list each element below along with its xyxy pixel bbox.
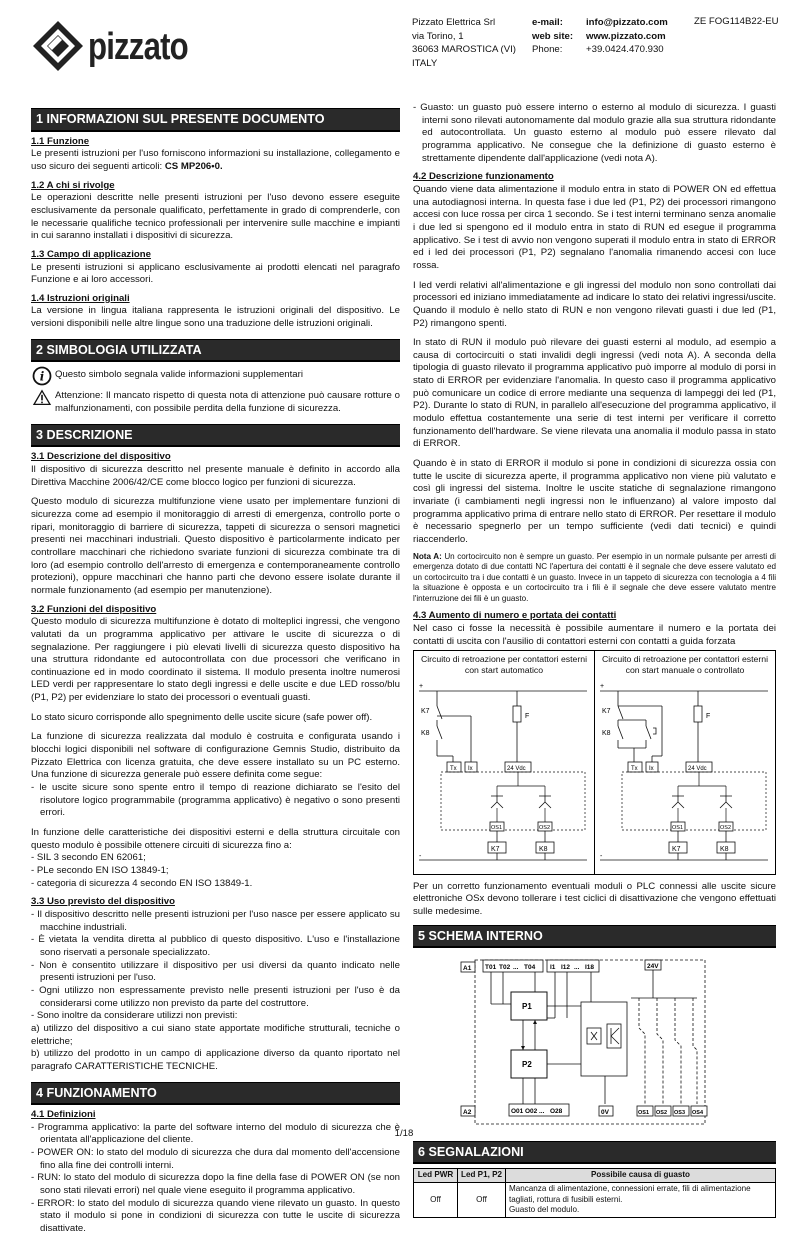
paragraph: La funzione di sicurezza realizzata dal modulo è costruita e configurata usando i blocchi logici disponibili nel software di configurazione Gemnis Studio, distribuito da Pizzato Elettrica con licenza gratuita, che deve essere installato su un PC esterno. Una funzione di sicurezza generale può essere definita come segue: <box>31 731 400 781</box>
subsection-title: 3.1 Descrizione del dispositivo <box>31 451 171 463</box>
svg-text:O01: O01 <box>511 1108 524 1116</box>
svg-text:OS1: OS1 <box>638 1110 650 1117</box>
list-item: b) utilizzo del prodotto in un campo di applicazione diverso da quanto riportato nel paragrafo CARATTERISTICHE TECNICHE. <box>31 1048 400 1072</box>
svg-text:OS4: OS4 <box>692 1110 704 1117</box>
svg-text:-: - <box>419 852 422 860</box>
note-a: Nota A: Un cortocircuito non è sempre un guasto. Per esempio in un normale pulsante per arresti di emergenza dotato di due contatti NC l'apertura dei contatti è il segnale che deve essere valutato ed un cortocircuito tra i due contatti è un guasto. Invece in un tappeto di sicurezza con tecnologia a 4 fili la situazione è opposta e un cortocircuito tra i fili è il segnale che deve essere valutato mentre l'interruzione dei fili è un guasto. <box>413 551 776 603</box>
list-item: - È vietata la vendita diretta al pubblico di questo dispositivo. L'uso e l'installazione sono riservati a personale specializzato. <box>31 934 400 958</box>
svg-text:OS1: OS1 <box>672 824 684 831</box>
svg-text:...: ... <box>513 964 519 972</box>
svg-text:Tx: Tx <box>631 765 638 772</box>
website-link[interactable]: www.pizzato.com <box>586 30 666 42</box>
section-title-2: 2 SIMBOLOGIA UTILIZZATA <box>31 339 400 363</box>
svg-text:K8: K8 <box>720 845 729 853</box>
svg-text:K7: K7 <box>602 707 611 715</box>
svg-text:O28: O28 <box>550 1108 563 1116</box>
subsection-title: 4.1 Definizioni <box>31 1109 96 1121</box>
paragraph: Questo modulo di sicurezza multifunzione è dotato di molteplici ingressi, che vengono valutati da un programma applicativo per attivare le uscite di sicurezza o di segnalazione. Per raggiungere i più elevati livelli di sicurezza questo dispositivo ha una struttura ridondante ed autocontrollata con due processori che verificano in continuazione ed in modo coordinato il sistema. Il modulo presenta inoltre numerosi LED verdi per rappresentare lo stato degli ingressi e delle uscite e due LED rosso/blu (P1, P2) per evidenziare lo stato dei processori o eventuali guasti. <box>31 616 400 704</box>
list-item: - RUN: lo stato del modulo di sicurezza dopo la fine della fase di POWER ON (se non sono stati rilevati errori) nel quale viene eseguito il programma applicativo. <box>31 1172 400 1197</box>
subsection-title: 1.1 Funzione <box>31 135 90 147</box>
left-column <box>31 106 400 1236</box>
paragraph: In funzione delle caratteristiche dei dispositivi esterni e della struttura circuitale con questo modulo è possibile ottenere circuiti di sicurezza fino a: <box>31 827 400 851</box>
column-header: Possibile causa di guasto <box>506 1169 776 1183</box>
svg-text:-: - <box>600 852 603 860</box>
warning-symbol-row: Attenzione: Il mancato rispetto di questa nota di attenzione può causare rotture o malfunzionamenti, con possibile perdita della funzione di sicurezza. <box>31 390 400 415</box>
list-item: - PLe secondo EN ISO 13849-1; <box>31 865 169 877</box>
svg-text:A1: A1 <box>463 965 472 973</box>
svg-text:Tx: Tx <box>450 765 457 772</box>
svg-text:Ix: Ix <box>649 765 654 772</box>
circuit-diagram-manual <box>598 676 772 866</box>
right-column <box>413 102 776 1218</box>
table-row <box>414 1183 776 1218</box>
list-item: - Guasto: un guasto può essere interno o esterno al modulo di sicurezza. I guasti interni sono rilevati autonomamente dal modulo grazie alla sua struttura ridondante ed autocontrollata. Un guasto esterno al modulo può essere rilevato dal programma applicativo. Ne consegue che la definizione di guasto esterno è strettamente dipendente dall'applicazione (vedi nota A). <box>413 102 776 164</box>
paragraph: Per un corretto funzionamento eventuali moduli o PLC connessi alle uscite sicure elettroniche OSx devono tollerare i test ciclici di disattivazione che vengono effettuati sulle medesime. <box>413 880 776 917</box>
paragraph: Quando viene data alimentazione il modulo entra in stato di POWER ON ed effettua una autodiagnosi interna. In questa fase i due led (P1, P2) dei processori rimangono accesi con luce rossa per circa 1 secondo. Se i test interni terminano senza anomalie i due led si spengono ed il modulo entra in stato di RUN ed esegue il programma applicativo. Se i test di avvio non vengono superati il modulo entra in stato di ERROR ed i led dei processori (P1, P2) segnalano l'anomalia rimanendo accesi con luce rossa. <box>413 183 776 271</box>
section-title-4: 4 FUNZIONAMENTO <box>31 1082 400 1106</box>
info-symbol-row: i Questo simbolo segnala valide informazioni supplementari <box>31 366 400 386</box>
svg-text:+: + <box>419 682 424 690</box>
svg-text:...: ... <box>574 964 580 972</box>
paragraph: La versione in lingua italiana rappresenta le istruzioni originali del dispositivo. Le versioni disponibili nelle altre lingue sono una traduzione delle istruzioni originali. <box>31 305 400 330</box>
subsection-title: 3.3 Uso previsto del dispositivo <box>31 896 175 908</box>
signals-table <box>413 1168 776 1218</box>
pizzato-logo-icon <box>32 20 84 72</box>
list-item: - Sono inoltre da considerare utilizzi non previsti: <box>31 1010 238 1022</box>
table-cell: Mancanza di alimentazione, connessioni errate, fili di alimentazione tagliati, rottura di fusibili esterni. Guasto del modulo. <box>506 1183 776 1218</box>
column-header: Led PWR <box>414 1169 458 1183</box>
list-item: - le uscite sicure sono spente entro il tempo di reazione dichiarato se l'esito del risolutore logico programmabile (programma applicativo) è negativo o sono presenti errori. <box>31 782 400 819</box>
column-header: Led P1, P2 <box>458 1169 506 1183</box>
company-contacts: e-mail: info@pizzato.com web site: www.pizzato.com Phone: +39.0424.470.930 <box>532 17 668 55</box>
svg-text:T02: T02 <box>499 964 511 972</box>
svg-text:OS2: OS2 <box>539 824 551 831</box>
subsection-title: 1.2 A chi si rivolge <box>31 179 115 191</box>
paragraph: I led verdi relativi all'alimentazione e gli ingressi del modulo non sono controllati dai processori ed iniziano immediatamente ad indicare lo stato dei relativi ingressi/uscite. Quando il modulo è nello stato di RUN e non vengono rilevati guasti i due led (P1, P2) rimangono spenti. <box>413 279 776 329</box>
svg-text:K7: K7 <box>421 707 430 715</box>
section-title-3: 3 DESCRIZIONE <box>31 424 400 448</box>
svg-text:P1: P1 <box>522 1002 532 1012</box>
svg-text:24V: 24V <box>647 963 659 971</box>
subsection-title: 1.3 Campo di applicazione <box>31 248 151 260</box>
svg-text:I12: I12 <box>561 964 571 972</box>
svg-text:I1: I1 <box>550 964 556 972</box>
svg-text:P2: P2 <box>522 1060 532 1070</box>
svg-text:0V: 0V <box>601 1109 609 1117</box>
subsection-title: 3.2 Funzioni del dispositivo <box>31 603 157 615</box>
internal-schema-diagram <box>461 958 711 1130</box>
svg-text:F: F <box>706 712 711 720</box>
svg-text:OS2: OS2 <box>656 1110 668 1117</box>
list-item: - Programma applicativo: la parte del software interno del modulo di sicurezza che è orientata all'applicazione del cliente. <box>31 1121 400 1146</box>
svg-text:K8: K8 <box>602 729 611 737</box>
list-item: - ERROR: lo stato del modulo di sicurezza quando viene rilevato un guasto. In questo stato il modulo si pone in condizioni di sicurezza con tutte le uscite di sicurezza disattivate. <box>31 1197 400 1235</box>
company-address: Pizzato Elettrica Srl via Torino, 1 36063 MAROSTICA (VI) ITALY <box>412 17 516 69</box>
svg-text:F: F <box>525 712 530 720</box>
section-title-6: 6 SEGNALAZIONI <box>413 1141 776 1165</box>
page-header <box>0 0 808 96</box>
svg-text:...: ... <box>539 1108 545 1116</box>
phone-number: +39.0424.470.930 <box>586 44 664 55</box>
svg-text:OS3: OS3 <box>674 1110 686 1117</box>
subsection-title: 1.4 Istruzioni originali <box>31 292 130 304</box>
subsection-title: 4.3 Aumento di numero e portata dei contatti <box>413 610 617 622</box>
paragraph: Le presenti istruzioni per l'uso forniscono informazioni su installazione, collegamento e uso sicuro dei seguenti articoli: CS MP206•0. <box>31 148 400 172</box>
svg-text:K7: K7 <box>672 845 681 853</box>
svg-text:24 Vdc: 24 Vdc <box>688 765 707 772</box>
svg-text:OS1: OS1 <box>491 824 503 831</box>
paragraph: Il dispositivo di sicurezza descritto nel presente manuale è definito in accordo alla Direttiva Macchine 2006/42/CE come blocco logico per funzioni di sicurezza. <box>31 463 400 488</box>
document-id: ZE FOG114B22-EU <box>694 16 779 27</box>
table-cell: Off <box>414 1183 458 1218</box>
svg-text:24 Vdc: 24 Vdc <box>507 765 526 772</box>
diagram-manual-start: Circuito di retroazione per contattori esterni con start manuale o controllato + K7 K8 F Tx Ix 24 Vdc OS1 OS2 K7 K8 - <box>595 651 775 873</box>
page-number: 1/18 <box>394 1128 414 1139</box>
paragraph: Nel caso ci fosse la necessità è possibile aumentare il numero e la portata dei contatti di uscita con l'ausilio di contattori esterni con contatti a guida forzata <box>413 622 776 647</box>
email-link[interactable]: info@pizzato.com <box>586 17 668 28</box>
svg-text:i: i <box>39 369 45 384</box>
table-cell: Off <box>458 1183 506 1218</box>
list-item: - Ogni utilizzo non espressamente previsto nelle presenti istruzioni per l'uso è da considerarsi come utilizzo non previsto da parte del costruttore. <box>31 984 400 1009</box>
svg-text:T01: T01 <box>485 964 497 972</box>
feedback-circuit-diagrams <box>413 650 776 874</box>
svg-text:K8: K8 <box>539 845 548 853</box>
paragraph: In stato di RUN il modulo può rilevare dei guasti esterni al modulo, ad esempio a causa di cortocircuiti o stati invalidi degli ingressi (vedi nota A). A seconda della tipologia di guasto rilevato il programma applicativo può imporre al modulo di porsi in stato di ERROR per evidenziare l'anomalia. In questo caso il programma applicativo può comunicare un codice di errore mediante una sequenza di lampeggi dei led (P1, P2). Durante lo stato di RUN, in parallelo all'esecuzione del programma applicativo, il modulo effettua costantemente una serie di test interni per verificare il corretto funzionamento dell'hardware. Se viene rilevata una anomalia il modulo passa in stato di ERROR. <box>413 337 776 450</box>
svg-text:T04: T04 <box>524 964 536 972</box>
circuit-diagram-auto <box>417 676 591 866</box>
svg-text:I18: I18 <box>585 964 595 972</box>
list-item: a) utilizzo del dispositivo a cui siano state apportate modifiche strutturali, tecniche o elettriche; <box>31 1022 400 1047</box>
section-title-1: 1 INFORMAZIONI SUL PRESENTE DOCUMENTO <box>31 108 400 132</box>
svg-text:O02: O02 <box>525 1108 538 1116</box>
brand-name: pizzato <box>88 26 188 68</box>
paragraph: Quando è in stato di ERROR il modulo si pone in condizioni di sicurezza ossia con tutte le uscite di sicurezza aperte, il programma applicativo non viene più valutato e così gli ingressi del sistema. Inoltre le uscite statiche di segnalazione rimangono invariate (i cambiamenti negli ingressi non le influenzano) al valore imposto dal programma applicativo prima di entrare nello stato di ERROR. Per resettare il modulo è necessario spegnerlo per un tempo sufficiente (vedi dati tecnici) e quindi riaccenderlo. <box>413 458 776 545</box>
svg-text:A2: A2 <box>463 1109 472 1117</box>
svg-text:+: + <box>600 682 605 690</box>
paragraph: Le operazioni descritte nelle presenti istruzioni per l'uso devono essere eseguite esclusivamente da personale qualificato, perfettamente in grado di comprenderle, con le necessarie qualifiche tecnico professionali per intervenire sulle macchine e impianti in cui saranno installati i dispositivi di sicurezza. <box>31 192 400 242</box>
svg-text:K8: K8 <box>421 729 430 737</box>
section-title-5: 5 SCHEMA INTERNO <box>413 925 776 949</box>
warning-icon <box>31 390 53 406</box>
list-item: - POWER ON: lo stato del modulo di sicurezza che dura dal momento dell'accensione fino alla fine dei controlli interni. <box>31 1147 400 1171</box>
diagram-automatic-start: Circuito di retroazione per contattori esterni con start automatico + K7 K8 F Tx Ix 24 Vdc OS1 OS2 K7 K8 - <box>414 651 595 873</box>
info-icon <box>31 366 53 386</box>
svg-text:Ix: Ix <box>468 765 473 772</box>
paragraph: Le presenti istruzioni si applicano esclusivamente ai prodotti elencati nel paragrafo Funzione e ai loro accessori. <box>31 261 400 286</box>
paragraph: Questo modulo di sicurezza multifunzione viene usato per implementare funzioni di sicurezza come ad esempio il monitoraggio di arresti di emergenza, controllo porte o ripari, monitoraggio di barriere di sicurezza, tappeti di sicurezza o sensori magnetici presenti nei macchinari industriali. Questo dispositivo è particolarmente indicato per controllare macchinari che richiedono svariate funzioni di sicurezza combinate tra di loro (ad esempio controllo dell'arresto di emergenza e contemporaneamente controllo protezioni), oppure macchinari che hanno parti che devono essere isolate durante il normale funzionamento (ad esempio per manutenzione). <box>31 496 400 596</box>
pizzato-logo <box>32 18 222 74</box>
list-item: - Non è consentito utilizzare il dispositivo per usi diversi da quanto indicato nelle presenti istruzioni per l'uso. <box>31 959 400 984</box>
list-item: - SIL 3 secondo EN 62061; <box>31 852 146 864</box>
list-item: - Il dispositivo descritto nelle presenti istruzioni per l'uso nasce per essere applicato su macchine industriali. <box>31 908 400 933</box>
paragraph: Lo stato sicuro corrisponde allo spegnimento delle uscite sicure (safe power off). <box>31 711 373 723</box>
svg-text:K7: K7 <box>491 845 500 853</box>
svg-text:OS2: OS2 <box>720 824 732 831</box>
list-item: - categoria di sicurezza 4 secondo EN ISO 13849-1. <box>31 877 253 889</box>
subsection-title: 4.2 Descrizione funzionamento <box>413 171 554 183</box>
